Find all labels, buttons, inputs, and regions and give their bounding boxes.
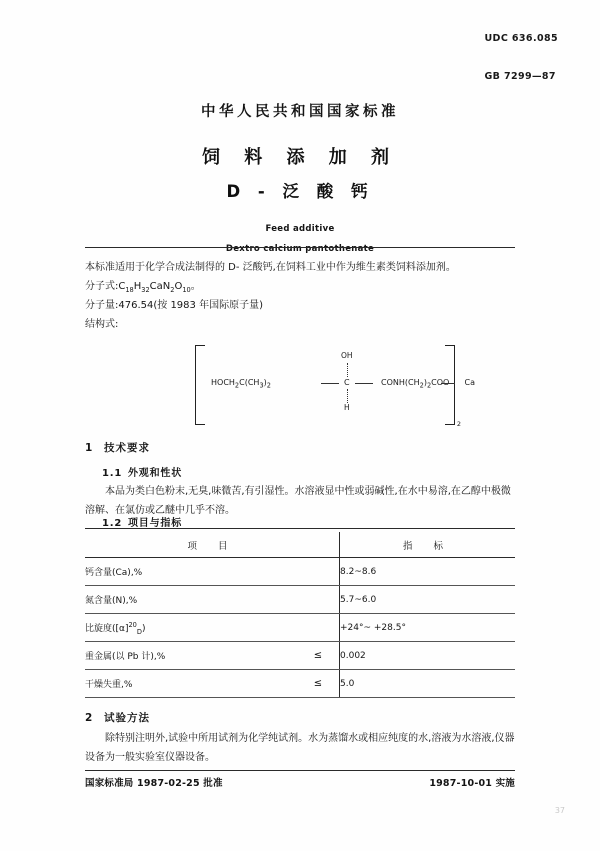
section-2-number: 2 <box>85 712 94 724</box>
table-header-row <box>85 532 515 558</box>
footer-divider <box>85 770 515 771</box>
specification-table <box>85 532 515 698</box>
rotation-superscript: 20 <box>128 621 137 629</box>
bracket-left <box>195 345 205 425</box>
section-2 <box>85 710 515 767</box>
bond-vertical-upper <box>347 363 348 377</box>
section-2-title: 试验方法 <box>104 712 150 724</box>
test-method-line-2: 设备为一般实验室仪器设备。 <box>85 752 215 763</box>
page-subtitle: D - 泛 酸 钙 <box>226 182 374 201</box>
section-1-title: 技术要求 <box>104 442 150 454</box>
header-divider <box>85 247 515 248</box>
table-row <box>85 642 515 670</box>
table-header-index: 指 标 <box>340 532 516 558</box>
table-row <box>85 586 515 614</box>
row-value-rotation: +24°~ +28.5° <box>340 614 516 642</box>
section-1-2-title: 项目与指标 <box>128 518 182 529</box>
section-1-number: 1 <box>85 442 94 454</box>
section-1-1 <box>85 464 515 520</box>
page-number: 37 <box>554 806 565 815</box>
row-operator-calcium <box>297 558 340 586</box>
page-title: 饲 料 添 加 剂 <box>201 147 399 168</box>
row-operator-heavy-metals: ≤ <box>297 642 340 670</box>
formula-h: H <box>133 281 142 292</box>
left-group-sub2: 3 <box>259 381 264 390</box>
section-1-1-title: 外观和性状 <box>128 468 182 479</box>
formula-n-sub: 2 <box>170 286 175 294</box>
section-1-2-number: 1.2 <box>102 518 123 529</box>
row-label-loss-on-drying: 干燥失重,% <box>85 670 297 698</box>
formula-o: O <box>174 281 183 292</box>
rotation-label-end: ) <box>141 624 146 634</box>
left-group-sub3: 2 <box>266 381 271 390</box>
left-group-sub1: 2 <box>234 381 240 390</box>
scope-block <box>85 258 515 334</box>
structural-formula-diagram <box>195 345 475 428</box>
row-label-nitrogen: 氮含量(N),% <box>85 586 297 614</box>
hydroxyl-label: OH <box>341 351 353 360</box>
row-operator-nitrogen <box>297 586 340 614</box>
row-operator-loss-on-drying: ≤ <box>297 670 340 698</box>
row-label-rotation <box>85 614 297 642</box>
section-1-heading <box>85 440 515 455</box>
table-header-item: 项 目 <box>85 532 340 558</box>
bond-horizontal-terminal <box>441 383 455 384</box>
right-group-sub1: 2 <box>419 381 424 390</box>
right-group-sub2: 2 <box>426 381 432 390</box>
hydrogen-label: H <box>344 403 350 412</box>
bracket-subscript: 2 <box>456 420 461 428</box>
left-group-pre: HOCH <box>211 378 235 387</box>
left-group-post: ) <box>263 378 267 387</box>
formula-h-sub: 32 <box>141 286 150 294</box>
section-1-1-number: 1.1 <box>102 468 123 479</box>
formula-o-sub: 10 <box>182 286 191 294</box>
row-value-loss-on-drying: 5.0 <box>340 670 516 698</box>
table-row <box>85 558 515 586</box>
table-row <box>85 614 515 642</box>
national-standard-heading: 中华人民共和国国家标准 <box>201 104 399 120</box>
molecular-formula-label: 分子式: <box>85 281 119 292</box>
bond-horizontal-left <box>321 383 339 384</box>
english-subtitle: Dextro calcium pantothenate <box>225 244 375 254</box>
appearance-line-2: 溶解、在氯仿或乙醚中几乎不溶。 <box>85 505 235 516</box>
row-operator-rotation <box>297 614 340 642</box>
bond-vertical-lower <box>347 389 348 403</box>
table-top-rule <box>85 528 515 529</box>
formula-terminator: 。 <box>190 281 201 292</box>
english-title: Feed additive <box>265 224 335 234</box>
row-label-calcium: 钙含量(Ca),% <box>85 558 297 586</box>
table-header <box>85 532 515 558</box>
right-group-mid: ) <box>423 378 427 387</box>
row-value-calcium: 8.2~8.6 <box>340 558 516 586</box>
table-row <box>85 670 515 698</box>
left-substituent-group <box>211 378 271 390</box>
left-group-mid: C(CH <box>239 378 260 387</box>
standard-codes <box>484 34 558 81</box>
document-footer <box>85 775 515 789</box>
table-body <box>85 558 515 698</box>
row-value-heavy-metals: 0.002 <box>340 642 516 670</box>
rotation-subscript: D <box>136 627 142 636</box>
molecular-formula-line <box>85 277 515 296</box>
formula-c: C <box>118 281 126 292</box>
gb-number: GB 7299—87 <box>484 70 556 82</box>
right-group-post: COO <box>431 378 450 387</box>
test-method-line-1: 除特别注明外,试验中所用试剂为化学纯试剂。水为蒸馏水或相应纯度的水,溶液为水溶液,仪器 <box>105 733 515 744</box>
row-label-heavy-metals: 重金属(以 Pb 计),% <box>85 642 297 670</box>
right-substituent-group <box>381 378 450 390</box>
molecular-weight-line: 分子量:476.54(按 1983 年国际原子量) <box>85 300 263 311</box>
formula-ca-n: CaN <box>149 281 171 292</box>
calcium-cation-label: Ca <box>464 378 475 387</box>
bond-horizontal-right <box>355 383 373 384</box>
rotation-label-text: 比旋度([α] <box>85 624 129 634</box>
structural-formula-label: 结构式: <box>85 319 119 330</box>
appearance-line-1: 本品为类白色粉末,无臭,味微苦,有引湿性。水溶液显中性或弱碱性,在水中易溶,在乙醇中极微 <box>105 486 511 497</box>
formula-c-sub: 18 <box>125 286 134 294</box>
udc-number: UDC 636.085 <box>484 33 558 44</box>
section-1-2 <box>85 514 515 529</box>
right-group-pre: CONH(CH <box>381 378 420 387</box>
scope-line: 本标准适用于化学合成法制得的 D- 泛酸钙,在饲料工业中作为维生素类饲料添加剂。 <box>85 262 456 273</box>
effective-date: 1987-10-01 实施 <box>429 778 515 789</box>
central-carbon-label: C <box>344 378 350 387</box>
document-header <box>0 0 600 254</box>
row-value-nitrogen: 5.7~6.0 <box>340 586 516 614</box>
approval-statement: 国家标准局 1987-02-25 批准 <box>85 778 223 789</box>
